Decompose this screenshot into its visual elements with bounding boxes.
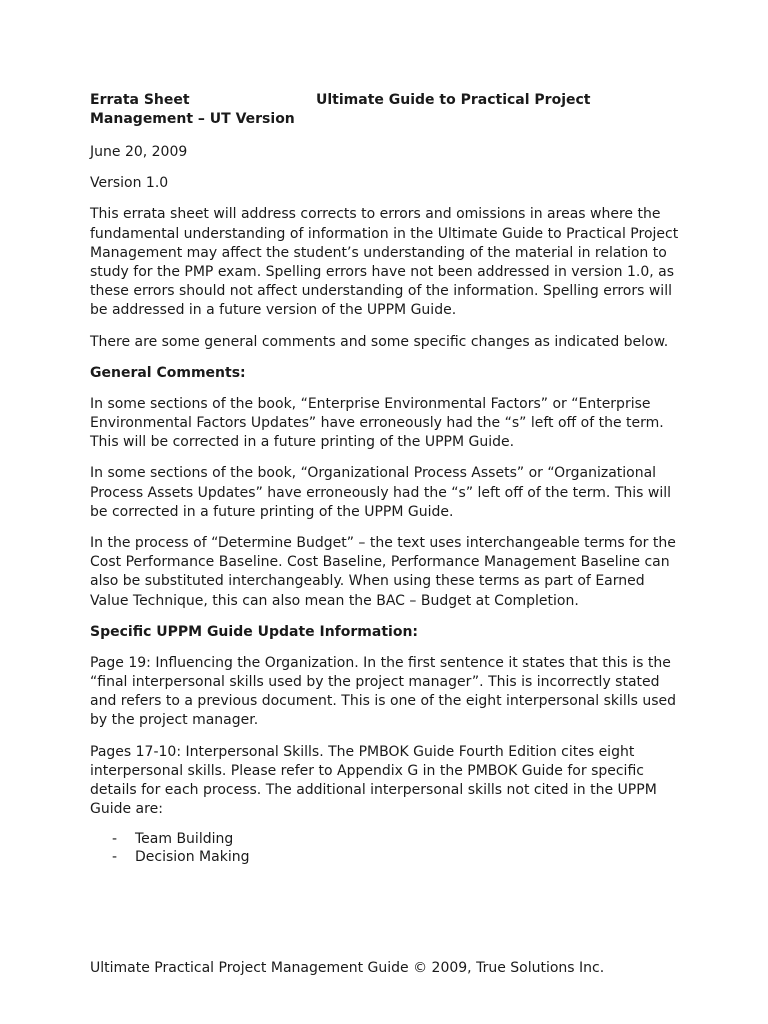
general-comment-budget: In the process of “Determine Budget” – the text uses interchangeable terms for the Cost Performance Baseline. Cost Baseline, Performance Management Baseline can also be substituted interchangeably. When using these terms as part of Earned Value Technique, this can also mean the BAC – Budget at Completion. <box>90 535 676 609</box>
specific-update-pages-17-10: Pages 17-10: Interpersonal Skills. The PMBOK Guide Fourth Edition cites eight interpersonal skills. Please refer to Appendix G in the PMBOK Guide for specific details for each process. The additional interpersonal skills not cited in the UPPM Guide are: <box>90 743 657 818</box>
general-comments-heading: General Comments: <box>90 364 246 381</box>
document-date: June 20, 2009 <box>90 144 188 160</box>
specific-updates-heading: Specific UPPM Guide Update Information: <box>90 623 419 640</box>
list-dash: - <box>112 831 118 848</box>
document-title <box>90 91 680 129</box>
list-item-text: Team Building <box>135 831 234 848</box>
page-footer: Ultimate Practical Project Management Guide © 2009, True Solutions Inc. <box>90 960 605 976</box>
general-comment-eef: In some sections of the book, “Enterprise Environmental Factors” or “Enterprise Environmental Factors Updates” have erroneously had the “s” left off of the term. This will be corrected in a future printing of the UPPM Guide. <box>90 395 664 451</box>
title-guide-name: Ultimate Guide to Practical Project <box>316 92 591 108</box>
title-guide-name-continued: Management – UT Version <box>90 111 295 127</box>
document-version: Version 1.0 <box>90 175 169 192</box>
list-dash: - <box>112 848 118 865</box>
list-item <box>90 831 680 849</box>
intro-summary: There are some general comments and some specific changes as indicated below. <box>90 333 669 350</box>
list-item-text: Decision Making <box>135 848 250 865</box>
additional-skills-list <box>90 831 680 866</box>
list-item <box>90 849 680 867</box>
intro-paragraph: This errata sheet will address corrects to errors and omissions in areas where the fundamental understanding of information in the Ultimate Guide to Practical Project Management may affect the student’s understanding of the material in relation to study for the PMP exam. Spelling errors have not been addressed in version 1.0, as these errors should not affect understanding of the information. Spelling errors will be addressed in a future version of the UPPM Guide. <box>90 206 679 319</box>
specific-update-page-19: Page 19: Influencing the Organization. In the first sentence it states that this is the “final interpersonal skills used by the project manager”. This is incorrectly stated and refers to a previous document. This is one of the eight interpersonal skills used by the project manager. <box>90 654 677 729</box>
general-comment-opa: In some sections of the book, “Organizational Process Assets” or “Organizational Process Assets Updates” have erroneously had the “s” left off of the term. This will be corrected in a future printing of the UPPM Guide. <box>90 465 671 520</box>
document-body <box>90 91 680 866</box>
title-errata-sheet: Errata Sheet <box>90 92 190 108</box>
